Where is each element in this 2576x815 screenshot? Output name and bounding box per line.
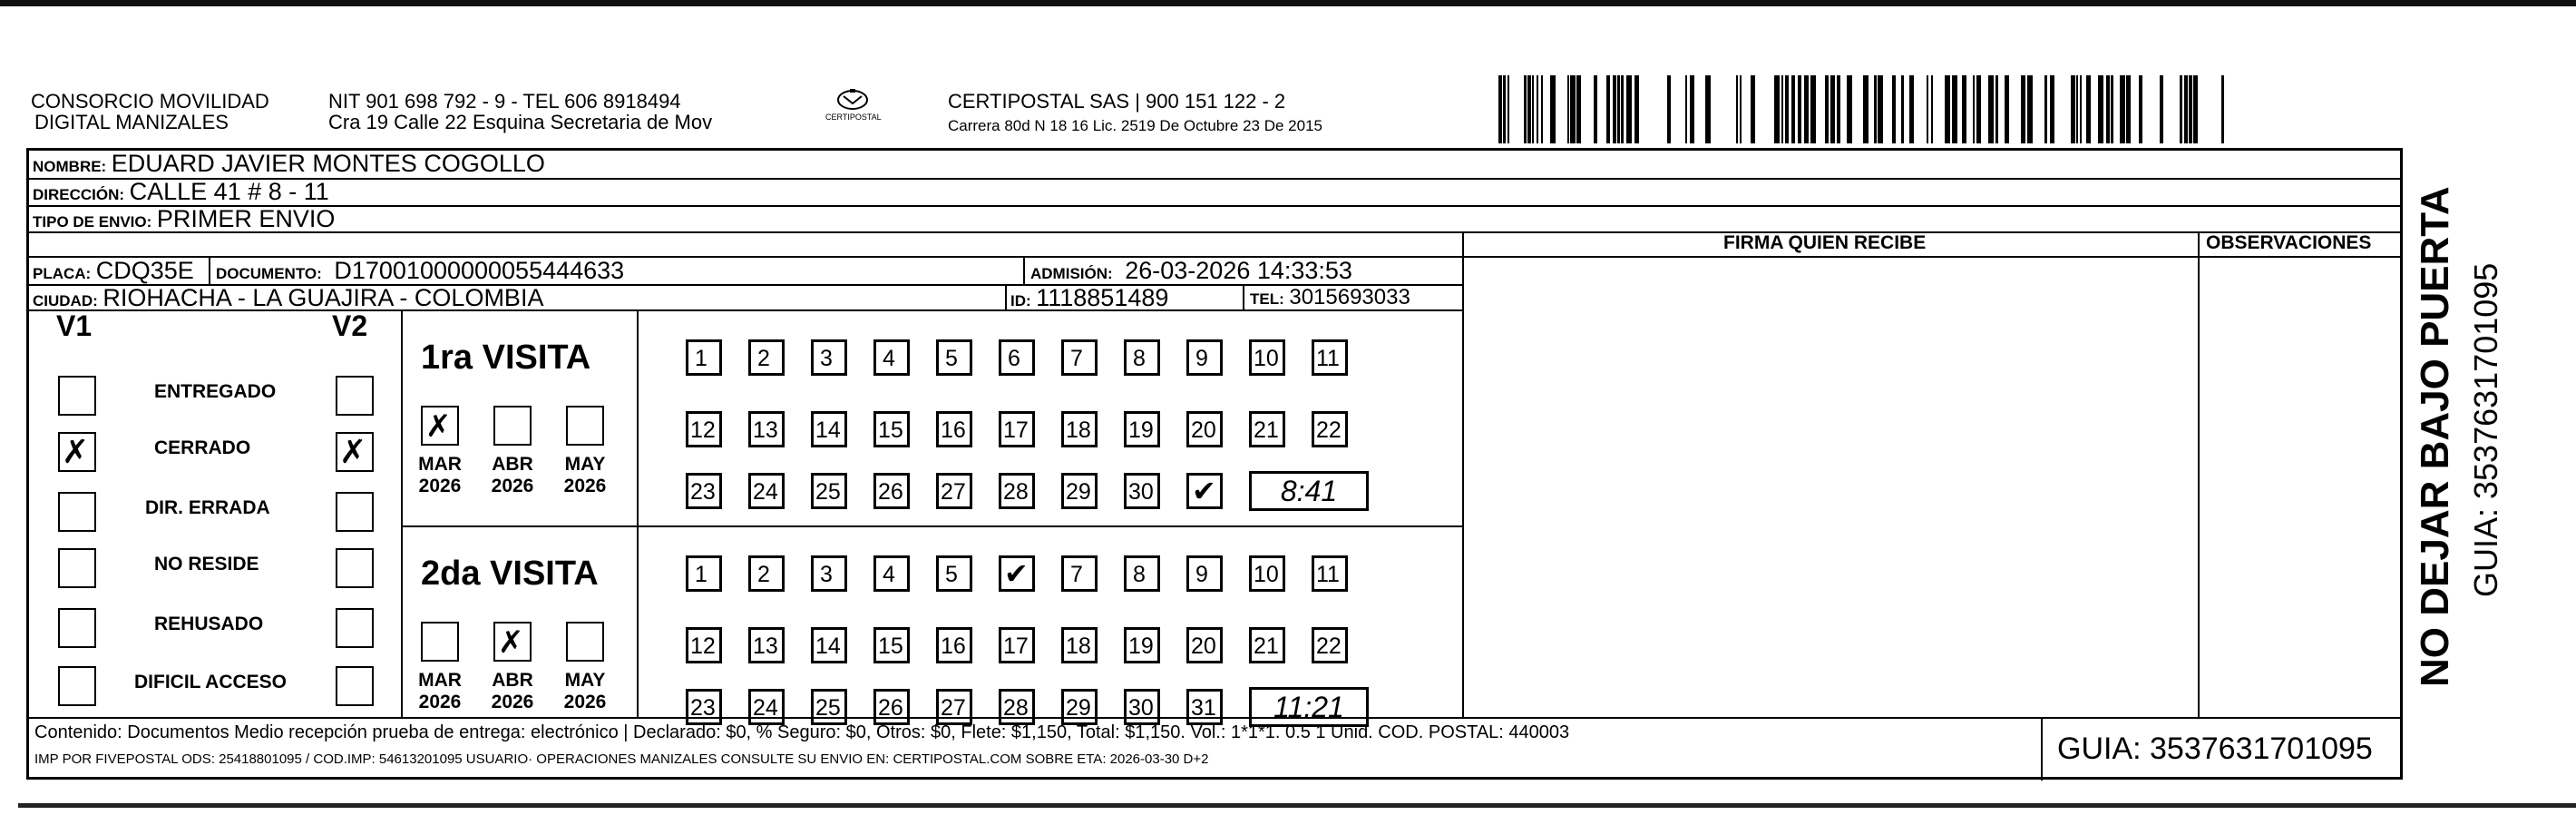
day-number: 11 <box>1316 346 1340 371</box>
day-number: 2 <box>757 562 770 587</box>
v1-checkbox[interactable] <box>58 432 96 472</box>
day-number: 26 <box>878 479 903 505</box>
day-number: 13 <box>753 633 778 659</box>
day-box[interactable] <box>1124 627 1160 663</box>
day-box[interactable] <box>748 627 785 663</box>
day-box[interactable] <box>1124 411 1160 447</box>
tel-value: 3015693033 <box>1289 285 1410 309</box>
day-number: 16 <box>941 417 966 443</box>
placa-label: PLACA: <box>33 265 92 282</box>
day-number: 24 <box>753 479 778 505</box>
day-number: 31 <box>1191 695 1216 721</box>
status-option-label: DIR. ERRADA <box>145 497 270 518</box>
consorcio-name-line2: DIGITAL MANIZALES <box>34 111 229 133</box>
day-number: 1 <box>695 562 707 587</box>
address-line: Cra 19 Calle 22 Esquina Secretaria de Mov <box>328 111 713 133</box>
day-box[interactable] <box>1124 473 1160 509</box>
day-number: 7 <box>1070 562 1083 587</box>
day-box[interactable] <box>811 689 847 725</box>
day-number: 23 <box>690 479 716 505</box>
day-box[interactable] <box>1312 627 1348 663</box>
admision-cell <box>1030 259 1352 286</box>
day-number: 26 <box>878 695 903 721</box>
day-number: 3 <box>820 346 833 371</box>
day-number: 3 <box>820 562 833 587</box>
direccion-row <box>33 180 329 207</box>
day-box[interactable] <box>873 627 910 663</box>
day-box[interactable] <box>1312 555 1348 592</box>
month-label: MAY 2026 <box>563 454 607 496</box>
day-number: 4 <box>883 346 895 371</box>
ciudad-value: RIOHACHA - LA GUAJIRA - COLOMBIA <box>102 284 544 311</box>
visit-time: 8:41 <box>1249 471 1369 511</box>
day-box[interactable] <box>1249 339 1285 376</box>
day-number: 17 <box>1003 417 1029 443</box>
day-box[interactable] <box>811 411 847 447</box>
check-mark-icon: ✔ <box>1192 475 1216 507</box>
day-number: 28 <box>1003 479 1029 505</box>
bottom-border <box>18 803 2576 808</box>
tipo-envio-label: TIPO DE ENVIO: <box>33 213 152 231</box>
day-box[interactable] <box>748 339 785 376</box>
day-box[interactable] <box>999 473 1035 509</box>
day-number: 10 <box>1254 562 1279 587</box>
day-box[interactable] <box>811 473 847 509</box>
month-checkbox[interactable] <box>493 406 532 446</box>
day-box[interactable] <box>686 555 722 592</box>
day-number: 19 <box>1128 417 1154 443</box>
status-option-label: CERRADO <box>154 437 251 458</box>
day-box[interactable] <box>748 689 785 725</box>
v2-checkbox[interactable] <box>336 548 374 588</box>
month-label: MAR 2026 <box>418 454 462 496</box>
certipostal-line1: CERTIPOSTAL SAS | 900 151 122 - 2 <box>948 90 1286 113</box>
day-box[interactable] <box>1312 339 1348 376</box>
day-number: 8 <box>1133 562 1146 587</box>
v2-checkbox[interactable] <box>336 432 374 472</box>
v1-checkbox[interactable] <box>58 376 96 416</box>
day-box[interactable] <box>811 555 847 592</box>
status-option-label: DIFICIL ACCESO <box>134 672 288 692</box>
nombre-row <box>33 152 545 179</box>
day-number: 13 <box>753 417 778 443</box>
day-box[interactable] <box>1124 555 1160 592</box>
day-box[interactable] <box>686 339 722 376</box>
day-number: 12 <box>690 633 716 659</box>
day-box[interactable] <box>999 411 1035 447</box>
v2-checkbox[interactable] <box>336 608 374 648</box>
day-number: 10 <box>1254 346 1279 371</box>
nit-line: NIT 901 698 792 - 9 - TEL 606 8918494 <box>328 90 681 113</box>
id-value: 1118851489 <box>1036 284 1169 311</box>
month-checkbox[interactable] <box>421 406 459 446</box>
direccion-label: DIRECCIÓN: <box>33 186 125 203</box>
visit-time: 11:21 <box>1249 687 1369 727</box>
day-number: 17 <box>1003 633 1029 659</box>
check-mark-icon: ✗ <box>425 409 452 444</box>
placa-value: CDQ35E <box>95 257 194 284</box>
direccion-value: CALLE 41 # 8 - 11 <box>129 178 329 205</box>
v1-checkbox[interactable] <box>58 666 96 706</box>
consorcio-name-line1: CONSORCIO MOVILIDAD <box>31 90 269 113</box>
day-box[interactable] <box>1186 339 1223 376</box>
id-label: ID: <box>1010 292 1031 309</box>
month-checkbox[interactable] <box>566 622 604 662</box>
day-number: 29 <box>1066 695 1091 721</box>
placa-cell <box>33 259 194 286</box>
month-checkbox[interactable] <box>493 622 532 662</box>
day-number: 9 <box>1195 346 1208 371</box>
tel-cell <box>1250 286 1410 311</box>
day-box[interactable] <box>1186 411 1223 447</box>
day-number: 14 <box>815 417 841 443</box>
envelope-icon <box>836 87 869 113</box>
visit-title: 2da VISITA <box>421 555 599 593</box>
check-mark-icon: ✔ <box>1004 557 1029 590</box>
month-label: ABR 2026 <box>491 670 534 712</box>
day-box[interactable] <box>1249 411 1285 447</box>
day-box[interactable] <box>686 411 722 447</box>
day-number: 8 <box>1133 346 1146 371</box>
day-box[interactable] <box>811 627 847 663</box>
day-box[interactable] <box>686 627 722 663</box>
day-box[interactable] <box>1186 555 1223 592</box>
day-number: 19 <box>1128 633 1154 659</box>
day-number: 27 <box>941 695 966 721</box>
v2-header: V2 <box>332 309 368 342</box>
day-box[interactable] <box>1061 473 1098 509</box>
day-box[interactable] <box>1186 627 1223 663</box>
day-number: 24 <box>753 695 778 721</box>
day-number: 22 <box>1316 633 1342 659</box>
day-number: 25 <box>815 695 841 721</box>
day-box[interactable] <box>873 339 910 376</box>
day-box[interactable] <box>1124 339 1160 376</box>
v1-checkbox[interactable] <box>58 492 96 532</box>
visit-title: 1ra VISITA <box>421 339 591 377</box>
day-number: 30 <box>1128 695 1154 721</box>
day-box[interactable] <box>1186 689 1223 725</box>
id-cell <box>1010 286 1168 313</box>
day-number: 21 <box>1254 633 1279 659</box>
day-box[interactable] <box>999 555 1035 592</box>
day-box[interactable] <box>999 627 1035 663</box>
documento-value: D17001000000055444633 <box>334 257 625 284</box>
day-box[interactable] <box>748 555 785 592</box>
tel-label: TEL: <box>1250 290 1284 308</box>
admision-label: ADMISIÓN: <box>1030 265 1113 282</box>
day-box[interactable] <box>936 473 972 509</box>
day-number: 20 <box>1191 417 1216 443</box>
month-checkbox[interactable] <box>421 622 459 662</box>
day-number: 5 <box>945 346 958 371</box>
day-box[interactable] <box>748 473 785 509</box>
day-box[interactable] <box>1061 339 1098 376</box>
ciudad-cell <box>33 286 543 313</box>
check-mark-icon: ✗ <box>62 433 90 470</box>
month-label: MAR 2026 <box>418 670 462 712</box>
check-mark-icon: ✗ <box>498 625 524 660</box>
admision-value: 26-03-2026 14:33:53 <box>1125 257 1352 284</box>
day-number: 22 <box>1316 417 1342 443</box>
day-box[interactable] <box>873 555 910 592</box>
day-box[interactable] <box>873 473 910 509</box>
status-option-label: NO RESIDE <box>154 554 259 574</box>
day-number: 5 <box>945 562 958 587</box>
tipo-envio-value: PRIMER ENVIO <box>156 205 336 232</box>
day-box[interactable] <box>1186 473 1223 509</box>
day-number: 4 <box>883 562 895 587</box>
day-box[interactable] <box>748 411 785 447</box>
firma-header: FIRMA QUIEN RECIBE <box>1723 232 1927 253</box>
no-dejar-bajo-puerta: NO DEJAR BAJO PUERTA <box>2413 186 2457 687</box>
day-number: 16 <box>941 633 966 659</box>
day-number: 12 <box>690 417 716 443</box>
side-guia-number: GUIA: 3537631701095 <box>2467 262 2504 597</box>
v2-checkbox[interactable] <box>336 376 374 416</box>
day-number: 15 <box>878 633 903 659</box>
day-number: 20 <box>1191 633 1216 659</box>
status-option-label: ENTREGADO <box>154 381 277 402</box>
v1-checkbox[interactable] <box>58 608 96 648</box>
certipostal-logo <box>825 87 880 133</box>
v1-checkbox[interactable] <box>58 548 96 588</box>
day-number: 21 <box>1254 417 1279 443</box>
guide-frame <box>26 148 2403 780</box>
day-number: 9 <box>1195 562 1208 587</box>
day-number: 7 <box>1070 346 1083 371</box>
day-number: 25 <box>815 479 841 505</box>
day-box[interactable] <box>873 411 910 447</box>
v2-checkbox[interactable] <box>336 492 374 532</box>
certipostal-line2: Carrera 80d N 18 16 Lic. 2519 De Octubre 23 De 2015 <box>948 117 1322 134</box>
day-number: 18 <box>1066 633 1091 659</box>
ciudad-label: CIUDAD: <box>33 292 98 309</box>
month-label: MAY 2026 <box>563 670 607 712</box>
day-box[interactable] <box>936 689 972 725</box>
documento-cell <box>216 259 624 286</box>
day-box[interactable] <box>686 473 722 509</box>
day-number: 14 <box>815 633 841 659</box>
month-label: ABR 2026 <box>491 454 534 496</box>
documento-label: DOCUMENTO: <box>216 265 322 282</box>
day-box[interactable] <box>1061 411 1098 447</box>
day-number: 27 <box>941 479 966 505</box>
day-box[interactable] <box>1312 411 1348 447</box>
check-mark-icon: ✗ <box>339 433 367 470</box>
day-box[interactable] <box>1249 627 1285 663</box>
day-box[interactable] <box>1061 689 1098 725</box>
day-box[interactable] <box>936 339 972 376</box>
barcode <box>1498 75 2224 143</box>
day-box[interactable] <box>1061 627 1098 663</box>
day-number: 29 <box>1066 479 1091 505</box>
day-number: 23 <box>690 695 716 721</box>
day-box[interactable] <box>936 411 972 447</box>
footer-print-line: IMP POR FIVEPOSTAL ODS: 25418801095 / COD.IMP: 54613201095 USUARIO· OPERACIONES MANIZALES CONSULTE SU ENVIO EN: CERTIPOSTAL.COM SOBRE ETA: 2026-03-30 D+2 <box>34 751 1209 767</box>
footer-content-line: Contenido: Documentos Medio recepción prueba de entrega: electrónico | Declarado: $0, % Seguro: $0, Otros: $0, Flete: $1,150, Total: $1,150. Vol.: 1*1*1. 0.5 1 Unid. COD. POSTAL: 440003 <box>34 722 1570 742</box>
logo-text: CERTIPOSTAL <box>825 113 882 122</box>
day-box[interactable] <box>999 689 1035 725</box>
nombre-value: EDUARD JAVIER MONTES COGOLLO <box>111 150 545 177</box>
day-box[interactable] <box>999 339 1035 376</box>
day-number: 28 <box>1003 695 1029 721</box>
day-number: 1 <box>695 346 707 371</box>
day-box[interactable] <box>686 689 722 725</box>
v2-checkbox[interactable] <box>336 666 374 706</box>
status-option-label: REHUSADO <box>154 614 264 634</box>
day-number: 15 <box>878 417 903 443</box>
tipo-envio-row <box>33 207 335 234</box>
day-box[interactable] <box>936 627 972 663</box>
day-box[interactable] <box>1061 555 1098 592</box>
day-box[interactable] <box>873 689 910 725</box>
v1-header: V1 <box>56 309 93 342</box>
day-number: 30 <box>1128 479 1154 505</box>
day-number: 18 <box>1066 417 1091 443</box>
day-number: 6 <box>1008 346 1020 371</box>
nombre-label: NOMBRE: <box>33 158 107 175</box>
observaciones-header: OBSERVACIONES <box>2206 232 2372 253</box>
day-box[interactable] <box>936 555 972 592</box>
month-checkbox[interactable] <box>566 406 604 446</box>
day-number: 11 <box>1316 562 1340 587</box>
day-box[interactable] <box>1249 555 1285 592</box>
top-border <box>0 0 2576 6</box>
guia-number: GUIA: 3537631701095 <box>2057 732 2373 766</box>
day-box[interactable] <box>1124 689 1160 725</box>
day-number: 2 <box>757 346 770 371</box>
day-box[interactable] <box>811 339 847 376</box>
